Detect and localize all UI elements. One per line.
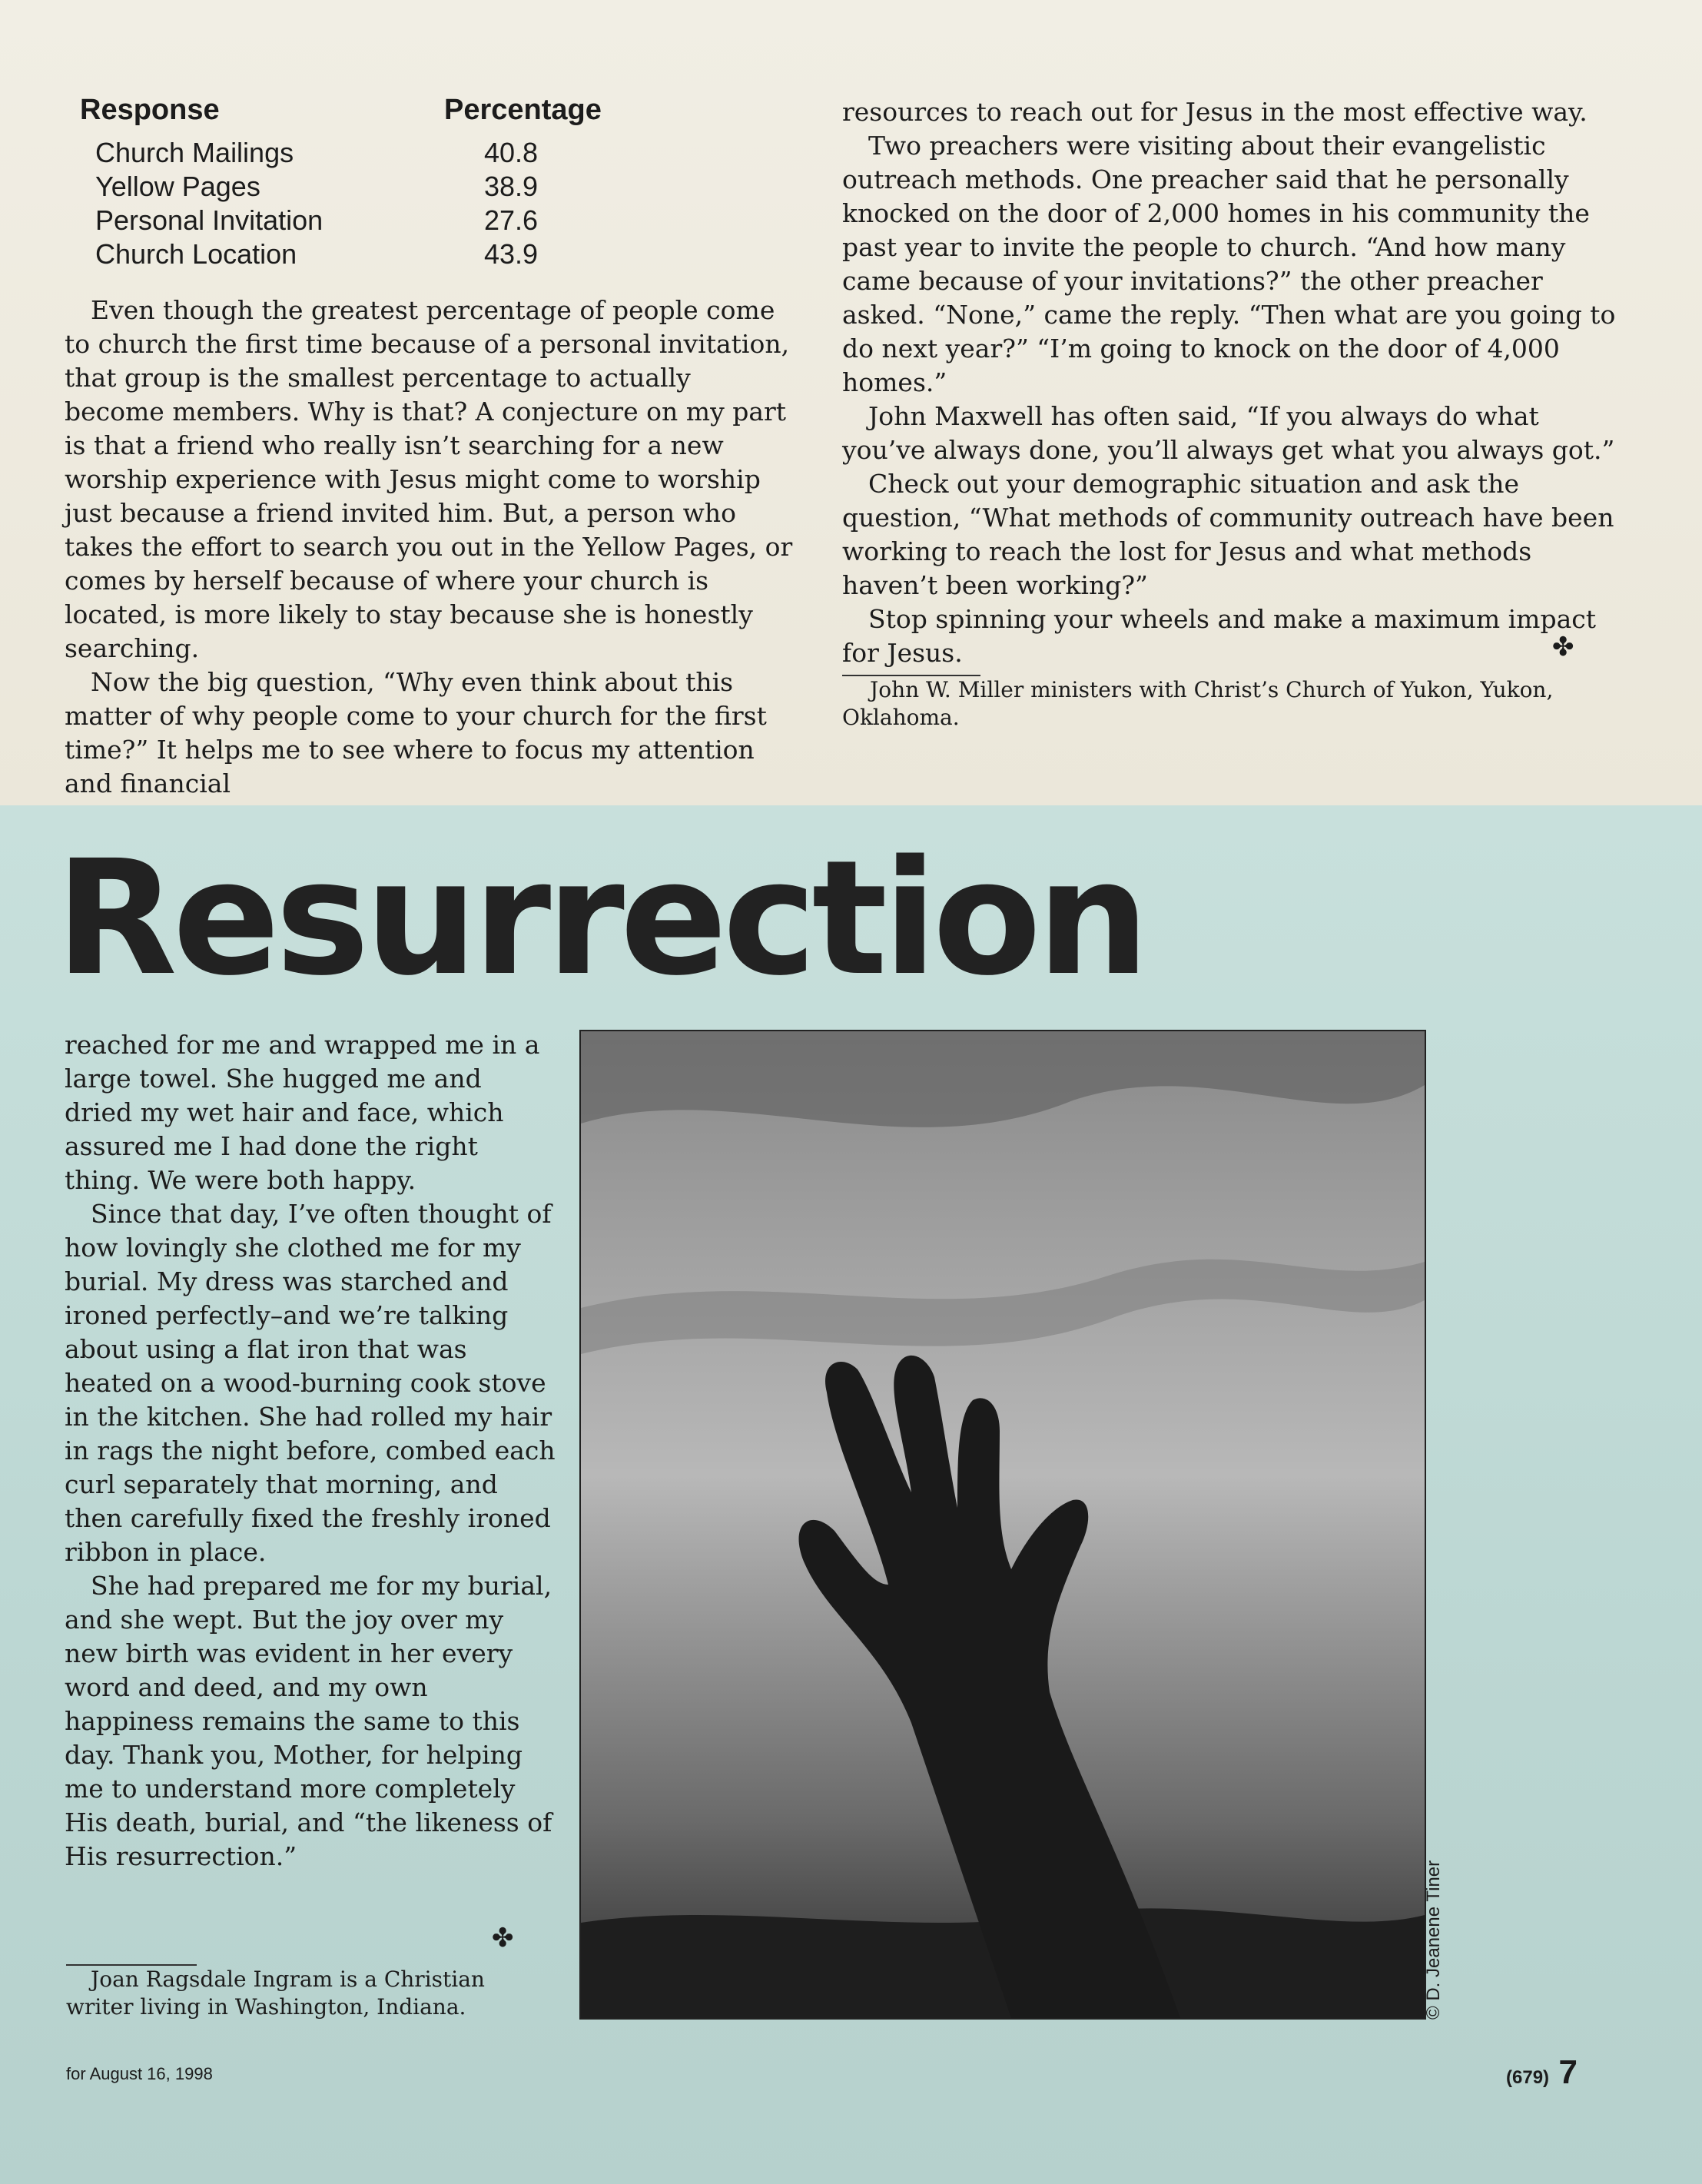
article2-author-bio: Joan Ragsdale Ingram is a Christian writer living in Washington, Indiana. bbox=[66, 1967, 485, 2020]
article1-left-column bbox=[65, 294, 795, 801]
table-row bbox=[80, 137, 618, 171]
page-number-block bbox=[1506, 2053, 1578, 2092]
survey-table bbox=[80, 94, 618, 272]
praying-hand-photo bbox=[579, 1030, 1426, 2020]
article1-right-column bbox=[842, 95, 1626, 670]
table-row bbox=[80, 238, 618, 272]
article1-author-bio: John W. Miller ministers with Christ’s Church of Yukon, Yukon, Oklahoma. bbox=[842, 677, 1554, 730]
issue-number: (679) bbox=[1506, 2067, 1550, 2088]
article2-column bbox=[65, 1028, 556, 1874]
paragraph: Stop spinning your wheels and make a maximum impact for Jesus. bbox=[842, 604, 1596, 668]
article-headline: Resurrection bbox=[55, 826, 1145, 1011]
paragraph: Now the big question, “Why even think about this matter of why people come to your church for the first time?” It helps me to see where to focus my attention and financial bbox=[65, 667, 767, 798]
paragraph: Even though the greatest percentage of people come to church the first time because of a personal invitation, that group is the smallest percentage to actually become members. Why is that? A conjecture on my part is that a friend who really isn’t searching for a new worship experience with Jesus might come to worship just because a friend invited him. But, a person who takes the effort to search you out in the Yellow Pages, or comes by herself because of where your church is located, is more likely to stay because she is honestly searching. bbox=[65, 295, 793, 663]
issue-date: for August 16, 1998 bbox=[66, 2064, 213, 2083]
paragraph: Two preachers were visiting about their evangelistic outreach methods. One preacher said that he personally knocked on the door of 2,000 homes in his community the past year to invite the people to church. “And how many came because of your invitations?” the other preacher asked. “None,” came the reply. “Then what are you going to do next year?” “I’m going to knock on the door of 4,000 homes.” bbox=[842, 131, 1616, 397]
paragraph: John Maxwell has often said, “If you always do what you’ve always done, you’ll always get what you always got.” bbox=[842, 401, 1615, 465]
end-mark-icon: ✤ bbox=[1552, 632, 1574, 662]
paragraph: reached for me and wrapped me in a large towel. She hugged me and dried my wet hair and face, which assured me I had done the right thing. We were both happy. bbox=[65, 1030, 540, 1195]
hand-silhouette-icon bbox=[581, 1031, 1425, 2018]
table-row bbox=[80, 204, 618, 238]
percentage-cell: 40.8 bbox=[484, 137, 539, 168]
response-cell: Church Location bbox=[95, 238, 297, 270]
paragraph: Check out your demographic situation and ask the question, “What methods of community outreach have been working to reach the lost for Jesus and what methods haven’t been working?” bbox=[842, 469, 1614, 600]
photo-credit: © D. Jeanene Tiner bbox=[1423, 1860, 1444, 2020]
response-cell: Yellow Pages bbox=[95, 171, 260, 202]
paragraph-continuation: resources to reach out for Jesus in the most effective way. bbox=[842, 97, 1588, 127]
paragraph: She had prepared me for my burial, and she wept. But the joy over my new birth was evident in her every word and deed, and my own happiness remains the same to this day. Thank you, Mother, for helping me to understand more completely His death, burial, and “the likeness of His resurrection.” bbox=[65, 1571, 552, 1871]
end-mark-icon: ✤ bbox=[492, 1923, 514, 1953]
response-column-header: Response bbox=[80, 94, 220, 126]
response-cell: Church Mailings bbox=[95, 137, 294, 168]
percentage-cell: 27.6 bbox=[484, 204, 539, 236]
percentage-cell: 38.9 bbox=[484, 171, 539, 202]
table-header bbox=[80, 94, 618, 137]
table-row bbox=[80, 171, 618, 204]
paragraph: Since that day, I’ve often thought of how lovingly she clothed me for my burial. My dress was starched and ironed perfectly–and we’re talking about using a flat iron that was heated on a wood-burning cook stove in the kitchen. She had rolled my hair in rags the night before, combed each curl separately that morning, and then carefully fixed the freshly ironed ribbon in place. bbox=[65, 1199, 556, 1567]
response-cell: Personal Invitation bbox=[95, 204, 323, 236]
percentage-column-header: Percentage bbox=[444, 94, 602, 126]
page-number: 7 bbox=[1558, 2053, 1578, 2091]
percentage-cell: 43.9 bbox=[484, 238, 539, 270]
